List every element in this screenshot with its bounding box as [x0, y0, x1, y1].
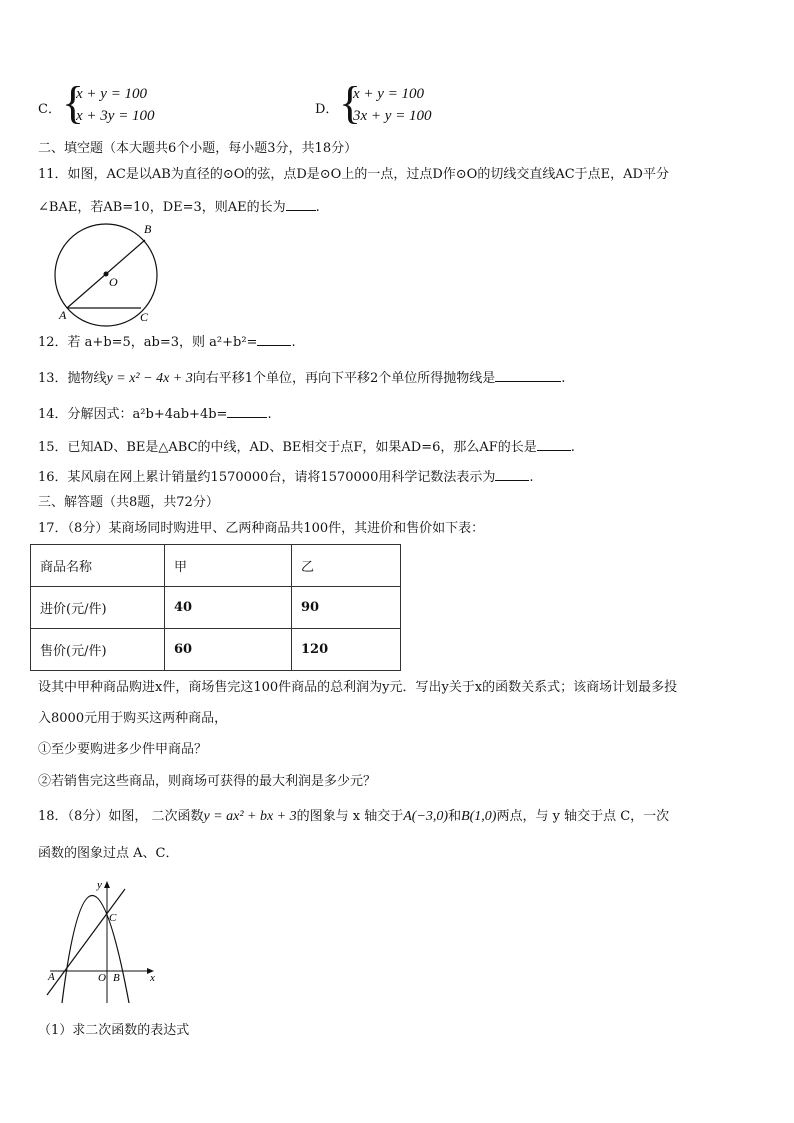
table-cell: 甲: [165, 545, 292, 587]
q14: [38, 405, 272, 424]
y-arrow-icon: [104, 881, 110, 888]
answer-blank: [257, 333, 291, 346]
q13: [38, 369, 565, 388]
option-c-label: C．: [38, 102, 61, 117]
q17-intro: 17．（8分）某商场同时购进甲、乙两种商品共100件，其进价和售价如下表：: [38, 521, 485, 536]
answer-blank: [286, 198, 316, 211]
parabola-curve: [62, 896, 129, 1004]
q18-line1: [38, 808, 669, 826]
table-cell: 120: [292, 629, 401, 671]
table-cell: 60: [165, 629, 292, 671]
q18-prefix: 18．（8分）如图， 二次函数: [38, 809, 204, 824]
q18-point-b: B(1,0): [461, 809, 497, 824]
q18-suffix: 两点，与 y 轴交于点 C，一次: [496, 809, 670, 824]
q18-mid2: 和: [448, 809, 462, 824]
section2-heading: 二、填空题（本大题共6个小题，每小题3分，共18分）: [38, 141, 358, 156]
label-c: C: [140, 310, 149, 324]
option-c-eq1: x + y = 100: [76, 86, 148, 102]
table-cell: 售价(元/件): [31, 629, 165, 671]
q11-line2: [38, 198, 320, 217]
label-b: B: [144, 222, 152, 236]
q11-text: ∠BAE，若AB=10，DE=3，则AE的长为: [38, 200, 286, 215]
center-dot: [104, 272, 109, 277]
table-row: [31, 587, 401, 629]
table-cell: 商品名称: [31, 545, 165, 587]
q18-formula: y = ax² + bx + 3: [203, 809, 297, 824]
brace-icon: {: [62, 77, 85, 128]
table-row: [31, 545, 401, 587]
q18-line2: 函数的图象过点 A、C．: [38, 846, 179, 861]
answer-blank: [227, 405, 267, 418]
option-d-eq2: 3x + y = 100: [353, 108, 432, 124]
q13-formula: y = x² − 4x + 3: [106, 371, 193, 386]
q15: [38, 438, 575, 457]
label-o: O: [109, 275, 118, 289]
q12: [38, 333, 296, 352]
q13-suffix: 向右平移1个单位，再向下平移2个单位所得抛物线是: [192, 371, 496, 386]
q16-end: .: [529, 470, 534, 485]
table-cell: 90: [292, 587, 401, 629]
option-c-eq2: x + 3y = 100: [76, 108, 155, 124]
q18-point-a: A(−3,0): [403, 809, 449, 824]
q17-sub2: ②若销售完这些商品，则商场可获得的最大利润是多少元？: [38, 774, 377, 789]
brace-icon: {: [339, 77, 362, 128]
q16: [38, 468, 533, 487]
q13-prefix: 13．抛物线: [38, 371, 107, 386]
answer-blank: [537, 438, 571, 451]
q11-end: .: [315, 200, 320, 215]
q18-mid1: 的图象与 x 轴交于: [296, 809, 404, 824]
q14-end: .: [267, 407, 272, 422]
table-cell: 进价(元/件): [31, 587, 165, 629]
option-d-label: D．: [315, 102, 339, 117]
q11-circle-figure: [45, 220, 165, 330]
q17-body2: 入8000元用于购买这两种商品，: [38, 711, 228, 726]
q17-body1: 设其中甲种商品购进x件，商场售完这100件商品的总利润为y元．写出y关于x的函数关系式；该商场计划最多投: [38, 680, 678, 695]
answer-blank: [495, 468, 529, 481]
q11-line1: 11．如图，AC是以AB为直径的⊙O的弦，点D是⊙O上的一点，过点D作⊙O的切线交直线AC于点E，AD平分: [38, 167, 669, 182]
q16-text: 16．某风扇在网上累计销量约1570000台，请将1570000用科学记数法表示为: [38, 470, 496, 485]
answer-blank: [495, 369, 561, 382]
q15-end: .: [570, 440, 575, 455]
table-row: [31, 629, 401, 671]
q15-text: 15．已知AD、BE是△ABC的中线，AD、BE相交于点F，如果AD=6，那么AF的长是: [38, 440, 537, 455]
label-a: A: [59, 308, 67, 322]
label-c: C: [109, 912, 117, 924]
section3-heading: 三、解答题（共8题，共72分）: [38, 495, 219, 510]
label-y: y: [97, 879, 102, 891]
label-a: A: [48, 971, 55, 983]
option-d-eq1: x + y = 100: [353, 86, 425, 102]
price-table: [30, 544, 401, 671]
table-cell: 40: [165, 587, 292, 629]
q12-text: 12．若 a+b=5，ab=3，则 a²+b²=: [38, 335, 258, 350]
q12-end: .: [291, 335, 296, 350]
q14-text: 14．分解因式：a²b+4ab+4b=: [38, 407, 228, 422]
q13-end: .: [561, 371, 566, 386]
q17-sub1: ①至少要购进多少件甲商品？: [38, 742, 208, 757]
q18-part1: （1）求二次函数的表达式: [38, 1023, 190, 1038]
table-cell: 乙: [292, 545, 401, 587]
label-x: x: [150, 972, 155, 984]
label-o: O: [98, 972, 106, 984]
q18-parabola-figure: [42, 878, 162, 1008]
label-b: B: [113, 972, 120, 984]
